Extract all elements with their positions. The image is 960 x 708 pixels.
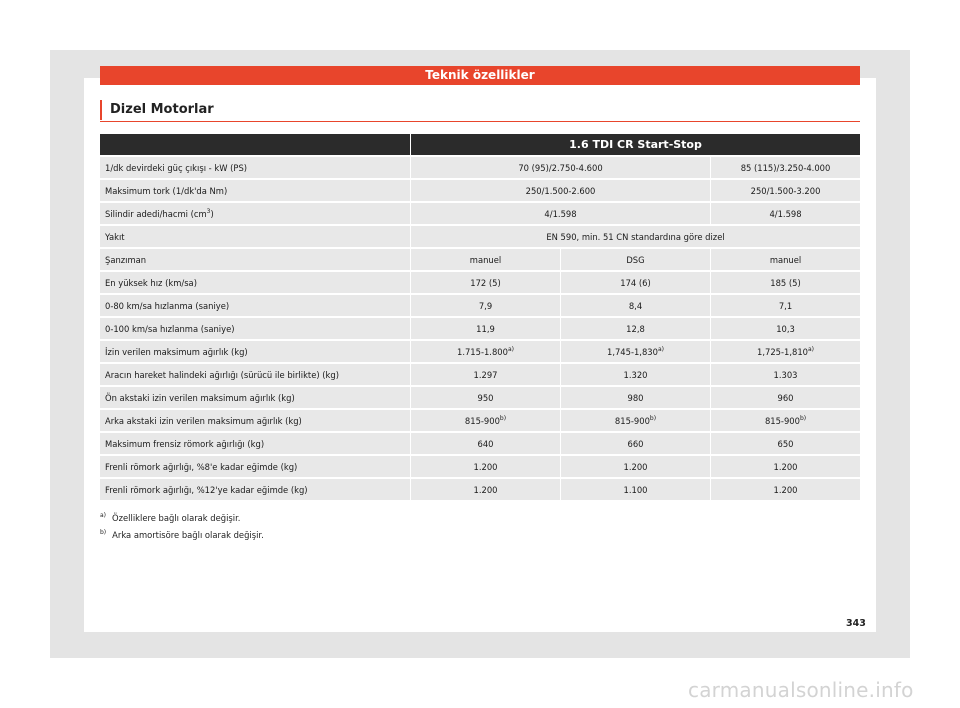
row-value: 10,3 [711,318,860,339]
row-value: 8,4 [561,295,710,316]
row-label: İzin verilen maksimum ağırlık (kg) [100,341,410,362]
footnote-a: $^{a)}$ Özelliklere bağlı olarak değişir. [100,512,241,523]
table-header-row [100,134,860,155]
row-label: Frenli römork ağırlığı, %12'ye kadar eğimde (kg) [100,479,410,500]
table-row [100,249,860,270]
row-value: 172 (5) [411,272,560,293]
section-title: Dizel Motorlar [100,100,214,120]
row-label: Maksimum frensiz römork ağırlığı (kg) [100,433,410,454]
row-value: 815-900$^{b)}$ [561,410,710,431]
table-row [100,272,860,293]
row-value: 250/1.500-3.200 [711,180,860,201]
footnote-b: $^{b)}$ Arka amortisöre bağlı olarak değişir. [100,529,264,540]
table-row [100,341,860,362]
row-value: 1,745-1,830$^{a)}$ [561,341,710,362]
row-label: 0-80 km/sa hızlanma (saniye) [100,295,410,316]
engine-header: 1.6 TDI CR Start-Stop [411,134,860,155]
row-label: En yüksek hız (km/sa) [100,272,410,293]
row-value: EN 590, min. 51 CN standardına göre dizel [411,226,860,247]
chapter-header: Teknik özellikler [100,66,860,85]
row-label: Şanzıman [100,249,410,270]
table-row [100,410,860,431]
row-label: 1/dk devirdeki güç çıkışı - kW (PS) [100,157,410,178]
title-divider [100,121,860,122]
table-row [100,479,860,500]
table-row [100,318,860,339]
row-label: Silindir adedi/hacmi $(cm^3)$ [100,203,410,224]
row-value: 1,725-1,810$^{a)}$ [711,341,860,362]
row-label: Aracın hareket halindeki ağırlığı (sürücü ile birlikte) (kg) [100,364,410,385]
row-label: Frenli römork ağırlığı, %8'e kadar eğimde (kg) [100,456,410,477]
row-value: 250/1.500-2.600 [411,180,710,201]
row-value: 1.200 [411,479,560,500]
row-value: 1.200 [711,479,860,500]
row-label: Yakıt [100,226,410,247]
row-value: 4/1.598 [711,203,860,224]
row-value: 11,9 [411,318,560,339]
specs-table [99,132,861,502]
table-row [100,295,860,316]
header-blank-cell [100,134,410,155]
row-value: 1.303 [711,364,860,385]
table-row [100,157,860,178]
row-value: 7,1 [711,295,860,316]
row-value: 1.715-1.800$^{a)}$ [411,341,560,362]
row-value: 70 (95)/2.750-4.600 [411,157,710,178]
row-value: 1.200 [561,456,710,477]
row-value: DSG [561,249,710,270]
page-number: 343 [846,618,866,629]
watermark: carmanualsonline.info [688,678,914,702]
row-value: 650 [711,433,860,454]
row-value: 815-900$^{b)}$ [411,410,560,431]
row-value: 950 [411,387,560,408]
row-value: 85 (115)/3.250-4.000 [711,157,860,178]
row-value: 1.100 [561,479,710,500]
table-row [100,433,860,454]
row-label: 0-100 km/sa hızlanma (saniye) [100,318,410,339]
row-value: manuel [711,249,860,270]
table-row [100,226,860,247]
row-label: Ön akstaki izin verilen maksimum ağırlık (kg) [100,387,410,408]
row-value: 640 [411,433,560,454]
row-value: 1.200 [711,456,860,477]
row-value: 1.200 [411,456,560,477]
table-row [100,387,860,408]
row-value: 174 (6) [561,272,710,293]
row-value: 185 (5) [711,272,860,293]
row-value: 4/1.598 [411,203,710,224]
row-value: 1.320 [561,364,710,385]
row-label: Arka akstaki izin verilen maksimum ağırlık (kg) [100,410,410,431]
row-value: 7,9 [411,295,560,316]
row-value: 960 [711,387,860,408]
row-value: 12,8 [561,318,710,339]
table-row [100,180,860,201]
table-row [100,203,860,224]
footnotes [100,510,264,544]
row-value: 815-900$^{b)}$ [711,410,860,431]
table-row [100,456,860,477]
row-label: Maksimum tork (1/dk'da Nm) [100,180,410,201]
row-value: 660 [561,433,710,454]
table-row [100,364,860,385]
row-value: 980 [561,387,710,408]
row-value: 1.297 [411,364,560,385]
row-value: manuel [411,249,560,270]
